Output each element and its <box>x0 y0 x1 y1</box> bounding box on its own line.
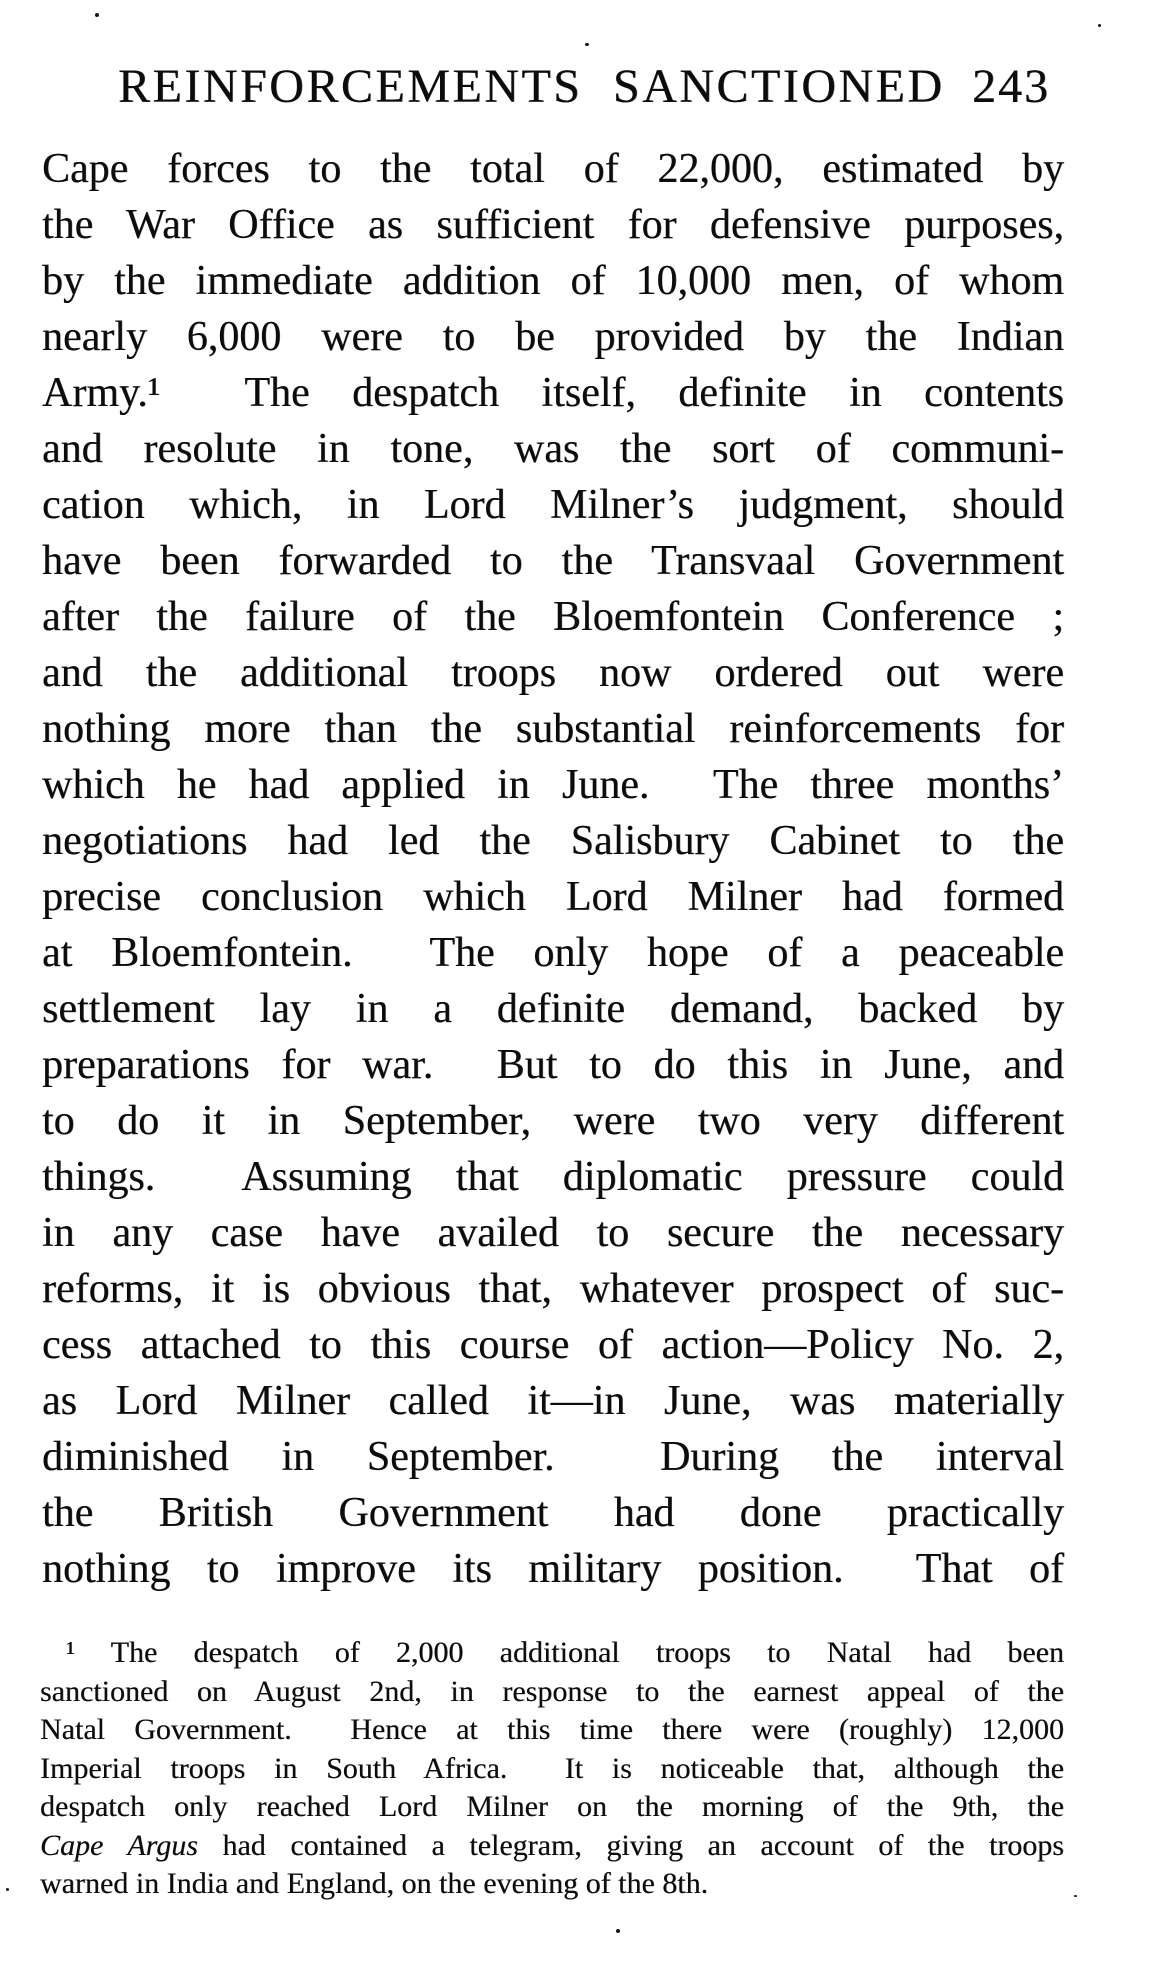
text-line: Cape forces to the total of 22,000, estimated by <box>42 146 1064 192</box>
footnote-line: despatch only reached Lord Milner on the morning of the 9th, the <box>40 1790 1064 1823</box>
footnote-line-italic <box>40 1827 1064 1866</box>
text-line: in any case have availed to secure the necessary <box>42 1210 1064 1256</box>
footnote-line: sanctioned on August 2nd, in response to the earnest appeal of the <box>40 1674 1064 1708</box>
footnote-line-rest: had contained a telegram, giving an account of the troops <box>197 1828 1064 1862</box>
text-line: Army.¹ The despatch itself, definite in contents <box>42 370 1064 416</box>
text-line: nothing to improve its military position. That of <box>42 1546 1064 1592</box>
footnote-line: Imperial troops in South Africa. It is noticeable that, although the <box>40 1751 1064 1785</box>
text-line: to do it in September, were two very different <box>42 1098 1064 1144</box>
text-line: at Bloemfontein. The only hope of a peaceable <box>42 930 1064 976</box>
text-line: reforms, it is obvious that, whatever prospect of suc- <box>42 1266 1064 1312</box>
footnote-line: Natal Government. Hence at this time there were (roughly) 12,000 <box>40 1713 1064 1746</box>
text-line: nearly 6,000 were to be provided by the Indian <box>42 314 1064 360</box>
text-line: the British Government had done practically <box>42 1490 1064 1536</box>
page-number: 243 <box>972 60 1050 113</box>
text-line: by the immediate addition of 10,000 men, of whom <box>42 258 1064 304</box>
text-line: cess attached to this course of action—Policy No. 2, <box>42 1322 1064 1368</box>
text-line: diminished in September. During the interval <box>42 1434 1064 1480</box>
footnote-line: warned in India and England, on the evening of the 8th. <box>40 1867 709 1900</box>
text-line: and resolute in tone, was the sort of communi- <box>42 426 1064 472</box>
footnote-italic-title: Cape Argus <box>40 1828 198 1862</box>
text-line: nothing more than the substantial reinforcements for <box>42 706 1064 752</box>
text-line: precise conclusion which Lord Milner had formed <box>42 874 1064 920</box>
scan-speck <box>585 43 589 46</box>
running-head-title: REINFORCEMENTS SANCTIONED <box>118 60 945 113</box>
text-line: which he had applied in June. The three months’ <box>42 762 1064 808</box>
footnote <box>40 1634 1064 1904</box>
text-line: things. Assuming that diplomatic pressure could <box>42 1154 1064 1200</box>
text-line: and the additional troops now ordered out were <box>42 650 1064 696</box>
body-text <box>42 141 1064 1597</box>
text-line: preparations for war. But to do this in June, and <box>42 1042 1064 1088</box>
text-line: negotiations had led the Salisbury Cabinet to the <box>42 818 1064 864</box>
running-head <box>118 62 1050 112</box>
text-line: cation which, in Lord Milner’s judgment, should <box>42 482 1064 528</box>
text-line: after the failure of the Bloemfontein Conference ; <box>42 594 1064 640</box>
scan-speck <box>1074 1895 1077 1897</box>
text-line: have been forwarded to the Transvaal Government <box>42 538 1064 584</box>
scan-speck <box>616 1929 620 1933</box>
scan-speck <box>95 13 99 17</box>
scan-speck <box>6 1888 9 1891</box>
text-line: settlement lay in a definite demand, backed by <box>42 986 1064 1032</box>
text-line: as Lord Milner called it—in June, was materially <box>42 1378 1064 1424</box>
text-line: the War Office as sufficient for defensive purposes, <box>42 202 1064 248</box>
scan-speck <box>1098 24 1101 27</box>
footnote-line: ¹ The despatch of 2,000 additional troops to Natal had been <box>66 1636 1064 1669</box>
